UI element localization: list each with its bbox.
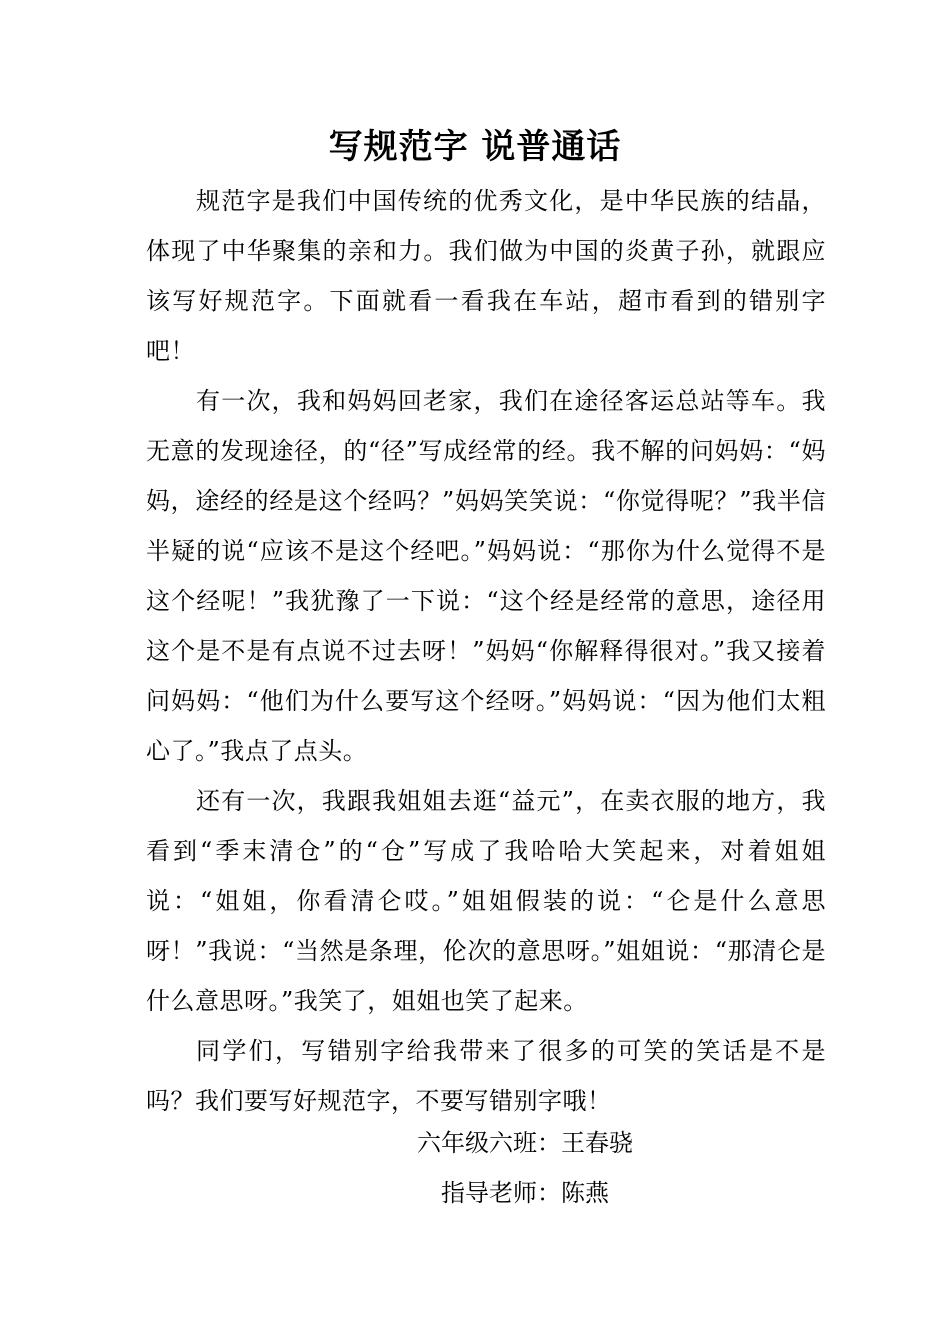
author-signature: 六年级六班：王春骁 <box>417 1129 633 1157</box>
paragraph-1: 规范字是我们中国传统的优秀文化，是中华民族的结晶，体现了中华聚集的亲和力。我们做为中国的炎黄子孙，就跟应该写好规范字。下面就看一看我在车站，超市看到的错别字吧！ <box>146 187 826 365</box>
paragraph-3: 还有一次，我跟我姐姐去逛“益元”，在卖衣服的地方，我看到“季末清仓”的“仓”写成了我哈哈大笑起来，对着姐姐说：“姐姐，你看清仑哎。”姐姐假装的说：“仑是什么意思呀！”我说：“当然是条理，伦次的意思呀。”姐姐说：“那清仑是什么意思呀。”我笑了，姐姐也笑了起来。 <box>146 787 826 1015</box>
document-title: 写规范字 说普通话 <box>328 127 622 167</box>
paragraph-2: 有一次，我和妈妈回老家，我们在途径客运总站等车。我无意的发现途径，的“径”写成经常的经。我不解的问妈妈：“妈妈，途经的经是这个经吗？”妈妈笑笑说：“你觉得呢？”我半信半疑的说“应该不是这个经吧。”妈妈说：“那你为什么觉得不是这个经呢！”我犹豫了一下说：“这个经是经常的意思，途径用这个是不是有点说不过去呀！”妈妈“你解释得很对。”我又接着问妈妈：“他们为什么要写这个经呀。”妈妈说：“因为他们太粗心了。”我点了点头。 <box>146 387 826 765</box>
essay-body <box>146 176 826 1126</box>
paragraph-4: 同学们，写错别字给我带来了很多的可笑的笑话是不是吗？我们要写好规范字，不要写错别字哦！ <box>146 1037 826 1115</box>
teacher-signature: 指导老师：陈燕 <box>441 1179 609 1207</box>
